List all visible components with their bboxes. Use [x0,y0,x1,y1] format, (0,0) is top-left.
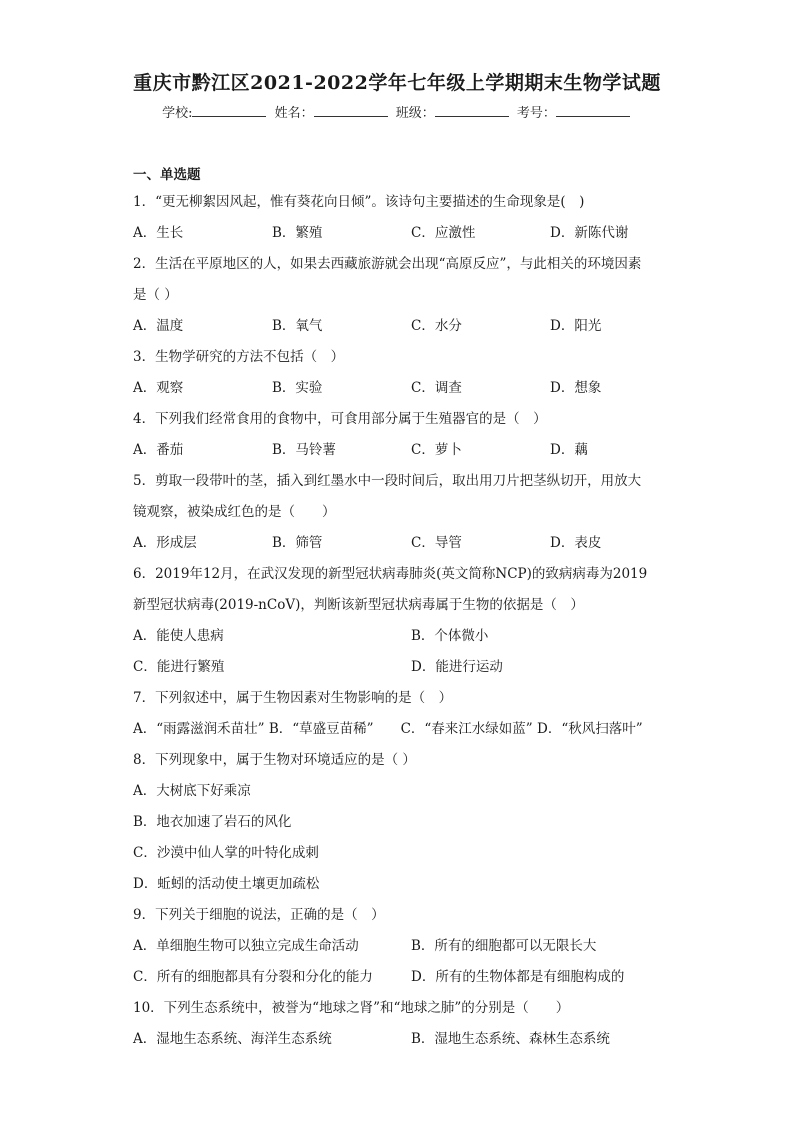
option-a[interactable]: A．观察 [133,380,184,396]
option-a[interactable]: A．单细胞生物可以独立完成生命活动 [133,938,359,954]
option-row [133,807,693,838]
student-info-line [0,102,794,121]
question-9 [133,900,693,993]
name-blank[interactable] [314,104,388,117]
option-row [133,869,693,900]
question-7 [133,683,693,745]
option-row [133,652,693,683]
option-a[interactable]: A．生长 [133,225,184,241]
option-b[interactable]: B．地衣加速了岩石的风化 [133,814,292,830]
question-stem-continued: 新型冠状病毒(2019-nCoV)，判断该新型冠状病毒属于生物的依据是（ ） [133,597,584,613]
question-4 [133,404,693,466]
class-blank[interactable] [435,104,509,117]
question-stem: 4．下列我们经常食用的食物中，可食用部分属于生殖器官的是（ ） [133,411,547,427]
option-row [133,311,693,342]
class-field [396,102,511,121]
question-stem: 8．下列现象中，属于生物对环境适应的是（ ） [133,752,416,768]
question-stem: 7．下列叙述中，属于生物因素对生物影响的是（ ） [133,690,453,706]
question-stem: 5．剪取一段带叶的茎，插入到红墨水中一段时间后，取出用刀片把茎纵切开，用放大 [133,473,642,489]
question-stem: 9．下列关于细胞的说法，正确的是（ ） [133,907,385,923]
option-c[interactable]: C．水分 [411,318,462,334]
school-label: 学校: [162,106,193,121]
question-1 [133,187,693,249]
option-c[interactable]: C．萝卜 [411,442,462,458]
name-label: 姓名： [274,106,314,121]
option-d[interactable]: D．所有的生物体都是有细胞构成的 [411,969,625,985]
exam-number-label: 考号： [516,106,556,121]
option-d[interactable]: D．藕 [550,442,588,458]
option-row [133,373,693,404]
option-row [133,435,693,466]
option-c[interactable]: C．调查 [411,380,462,396]
option-d[interactable]: D．表皮 [550,535,602,551]
exam-number-blank[interactable] [556,104,630,117]
question-stem: 10．下列生态系统中，被誉为“地球之肾”和“地球之肺”的分别是（ ） [133,1000,570,1016]
option-b[interactable]: B．湿地生态系统、森林生态系统 [411,1031,610,1047]
option-row [133,962,693,993]
option-d[interactable]: D．新陈代谢 [550,225,629,241]
section-title: 一、单选题 [133,167,201,183]
name-field [275,102,390,121]
exam-title: 重庆市黔江区2021-2022学年七年级上学期期末生物学试题 [133,72,661,94]
option-c[interactable]: C．应激性 [411,225,476,241]
option-row [133,1024,693,1055]
option-c[interactable]: C．能进行繁殖 [133,659,225,675]
option-row [133,838,693,869]
option-row [133,528,693,559]
question-5 [133,466,693,559]
class-label: 班级： [395,106,435,121]
option-b[interactable]: B．马铃薯 [272,442,336,458]
inline-options[interactable]: A．“雨露滋润禾苗壮” B．“草盛豆苗稀” C．“春来江水绿如蓝” D．“秋风扫落叶” [133,721,643,737]
option-b[interactable]: B．所有的细胞都可以无限长大 [411,938,597,954]
option-row [133,621,693,652]
question-list [133,163,693,1055]
option-d[interactable]: D．蚯蚓的活动使土壤更加疏松 [133,876,320,892]
option-row [133,776,693,807]
option-c[interactable]: C．导管 [411,535,462,551]
school-blank[interactable] [192,104,266,117]
option-c[interactable]: C．所有的细胞都具有分裂和分化的能力 [133,969,373,985]
question-2 [133,249,693,342]
question-stem: 6．2019年12月，在武汉发现的新型冠状病毒肺炎(英文简称NCP)的致病病毒为2019 [133,566,648,582]
question-6 [133,559,693,683]
school-field [162,102,268,121]
option-b[interactable]: B．繁殖 [272,225,323,241]
option-row [133,931,693,962]
option-d[interactable]: D．能进行运动 [411,659,503,675]
option-a[interactable]: A．番茄 [133,442,184,458]
option-b[interactable]: B．氧气 [272,318,323,334]
question-stem-continued: 是（ ） [133,287,178,303]
exam-number-field [517,102,632,121]
option-a[interactable]: A．形成层 [133,535,197,551]
option-d[interactable]: D．想象 [550,380,602,396]
question-10 [133,993,693,1055]
question-stem-continued: 镜观察，被染成红色的是（ ） [133,504,336,520]
option-row [133,218,693,249]
option-b[interactable]: B．个体微小 [411,628,489,644]
option-c[interactable]: C．沙漠中仙人掌的叶特化成刺 [133,845,319,861]
option-a[interactable]: A．湿地生态系统、海洋生态系统 [133,1031,332,1047]
option-b[interactable]: B．筛管 [272,535,323,551]
question-stem: 2．生活在平原地区的人，如果去西藏旅游就会出现“高原反应”，与此相关的环境因素 [133,256,642,272]
option-a[interactable]: A．能使人患病 [133,628,224,644]
option-d[interactable]: D．阳光 [550,318,602,334]
question-3 [133,342,693,404]
question-stem: 1．“更无柳絮因风起，惟有葵花向日倾”。该诗句主要描述的生命现象是( ) [133,194,585,210]
question-stem: 3．生物学研究的方法不包括（ ） [133,349,345,365]
question-8 [133,745,693,900]
option-b[interactable]: B．实验 [272,380,323,396]
option-a[interactable]: A．大树底下好乘凉 [133,783,251,799]
option-a[interactable]: A．温度 [133,318,184,334]
